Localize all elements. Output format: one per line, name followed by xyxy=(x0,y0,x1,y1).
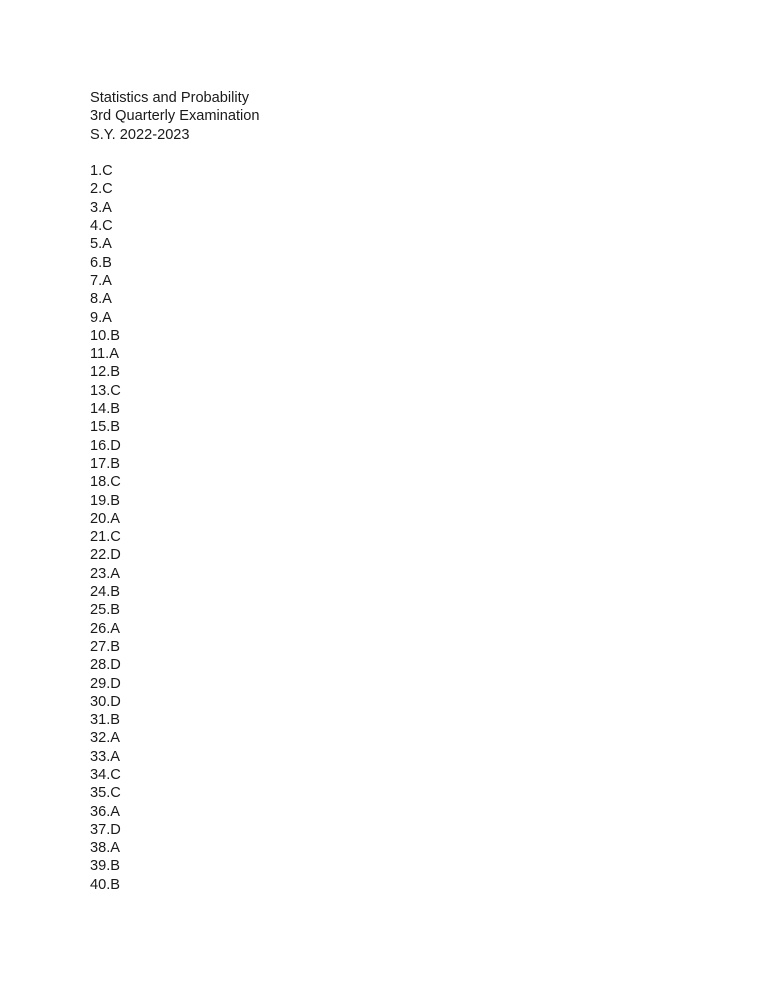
answer-item: 9.A xyxy=(90,309,112,326)
answer-item: 3.A xyxy=(90,199,112,216)
answer-item: 6.B xyxy=(90,254,112,271)
answer-item: 34.C xyxy=(90,766,121,783)
answer-item: 39.B xyxy=(90,858,121,875)
answer-item: 10.B xyxy=(90,327,121,344)
document-page xyxy=(90,89,260,894)
answer-item: 15.B xyxy=(90,419,121,436)
answer-item: 30.D xyxy=(90,693,121,710)
answer-item: 27.B xyxy=(90,638,121,655)
answer-item: 1.C xyxy=(90,163,113,180)
answer-item: 2.C xyxy=(90,181,113,198)
answer-key-list xyxy=(90,162,260,894)
answer-item: 11.A xyxy=(90,346,119,363)
answer-item: 33.A xyxy=(90,748,121,765)
answer-item: 5.A xyxy=(90,236,112,253)
answer-item: 12.B xyxy=(90,364,121,381)
answer-item: 23.A xyxy=(90,565,121,582)
answer-item: 40.B xyxy=(90,876,121,893)
answer-item: 4.C xyxy=(90,218,113,235)
blank-line xyxy=(90,144,260,162)
answer-item: 38.A xyxy=(90,840,121,857)
answer-item: 14.B xyxy=(90,401,121,418)
answer-item: 25.B xyxy=(90,602,121,619)
answer-item: 26.A xyxy=(90,620,121,637)
answer-item: 16.D xyxy=(90,437,121,454)
answer-item: 18.C xyxy=(90,474,121,491)
answer-item: 24.B xyxy=(90,584,121,601)
answer-item: 22.D xyxy=(90,547,121,564)
answer-item: 8.A xyxy=(90,291,112,308)
answer-item: 31.B xyxy=(90,712,121,729)
answer-item: 17.B xyxy=(90,455,121,472)
answer-item: 37.D xyxy=(90,821,121,838)
exam-title: 3rd Quarterly Examination xyxy=(90,108,260,125)
answer-item: 7.A xyxy=(90,272,112,289)
school-year: S.Y. 2022-2023 xyxy=(90,126,190,143)
answer-item: 36.A xyxy=(90,803,121,820)
answer-item: 35.C xyxy=(90,785,121,802)
answer-item: 29.D xyxy=(90,675,121,692)
answer-item: 32.A xyxy=(90,730,121,747)
document-header xyxy=(90,89,260,144)
answer-item: 19.B xyxy=(90,492,121,509)
answer-item: 13.C xyxy=(90,382,121,399)
answer-item: 21.C xyxy=(90,529,121,546)
answer-item: 28.D xyxy=(90,657,121,674)
subject-title: Statistics and Probability xyxy=(90,90,249,106)
answer-item: 20.A xyxy=(90,510,121,527)
